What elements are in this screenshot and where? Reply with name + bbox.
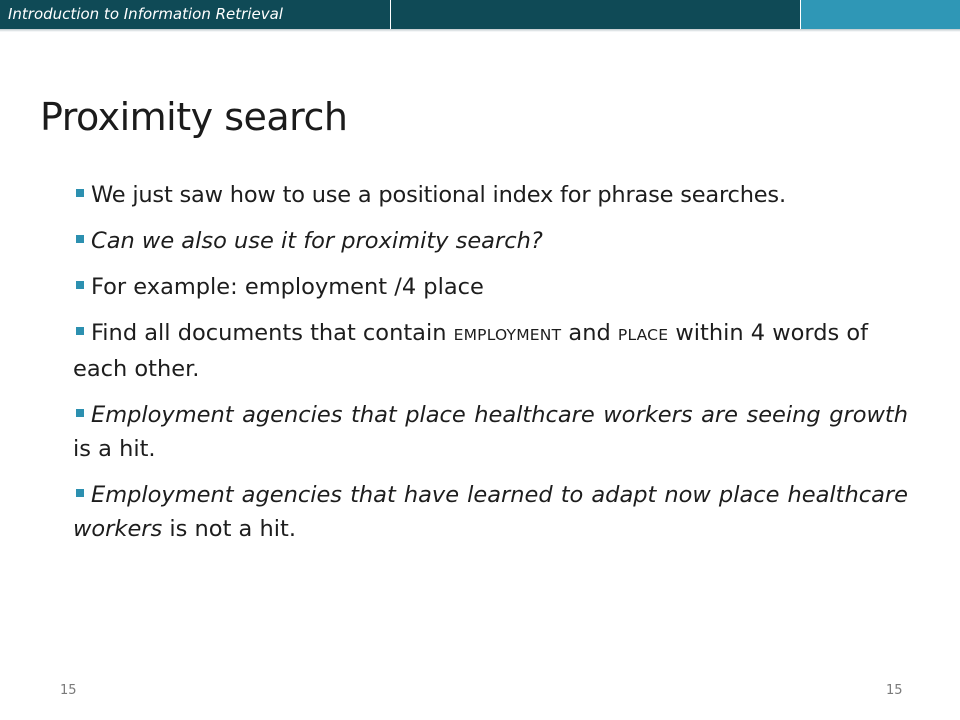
header-segment-dark-2 xyxy=(391,0,800,29)
bullet-text-part: Find all documents that contain xyxy=(91,320,454,346)
bullet-marker-icon xyxy=(76,489,84,497)
page-number-left: 15 xyxy=(60,683,77,698)
page-number-right: 15 xyxy=(886,683,903,698)
term-employment: EMPLOYMENT xyxy=(453,326,562,344)
bullet-item xyxy=(73,398,908,466)
header-segment-accent xyxy=(801,0,960,29)
bullet-text-part: and xyxy=(561,320,618,346)
bullet-item xyxy=(73,478,908,546)
example-sentence: Employment agencies that place healthcare workers are seeing growth xyxy=(91,402,908,428)
bullet-text: We just saw how to use a positional index for phrase searches. xyxy=(91,182,786,208)
bullet-item xyxy=(73,224,908,258)
bullet-marker-icon xyxy=(76,281,84,289)
bullet-item xyxy=(73,270,908,304)
term-place: PLACE xyxy=(617,326,669,344)
bullet-text: Can we also use it for proximity search? xyxy=(91,228,543,254)
bullet-text-part: is a hit. xyxy=(73,436,156,462)
bullet-item xyxy=(73,316,908,386)
example-sentence: Employment agencies that have learned to adapt now place healthcare workers xyxy=(73,482,908,542)
course-title: Introduction to Information Retrieval xyxy=(8,5,283,23)
slide-title: Proximity search xyxy=(40,95,348,139)
bullet-item xyxy=(73,178,908,212)
header-shadow xyxy=(0,29,960,32)
bullet-marker-icon xyxy=(76,409,84,417)
header-bar xyxy=(0,0,960,30)
bullet-text: For example: employment /4 place xyxy=(91,274,484,300)
bullet-text-part: within 4 words of each other. xyxy=(73,320,869,382)
bullet-list xyxy=(73,178,908,558)
bullet-marker-icon xyxy=(76,189,84,197)
bullet-marker-icon xyxy=(76,235,84,243)
bullet-marker-icon xyxy=(76,327,84,335)
bullet-text-part: is not a hit. xyxy=(162,516,296,542)
